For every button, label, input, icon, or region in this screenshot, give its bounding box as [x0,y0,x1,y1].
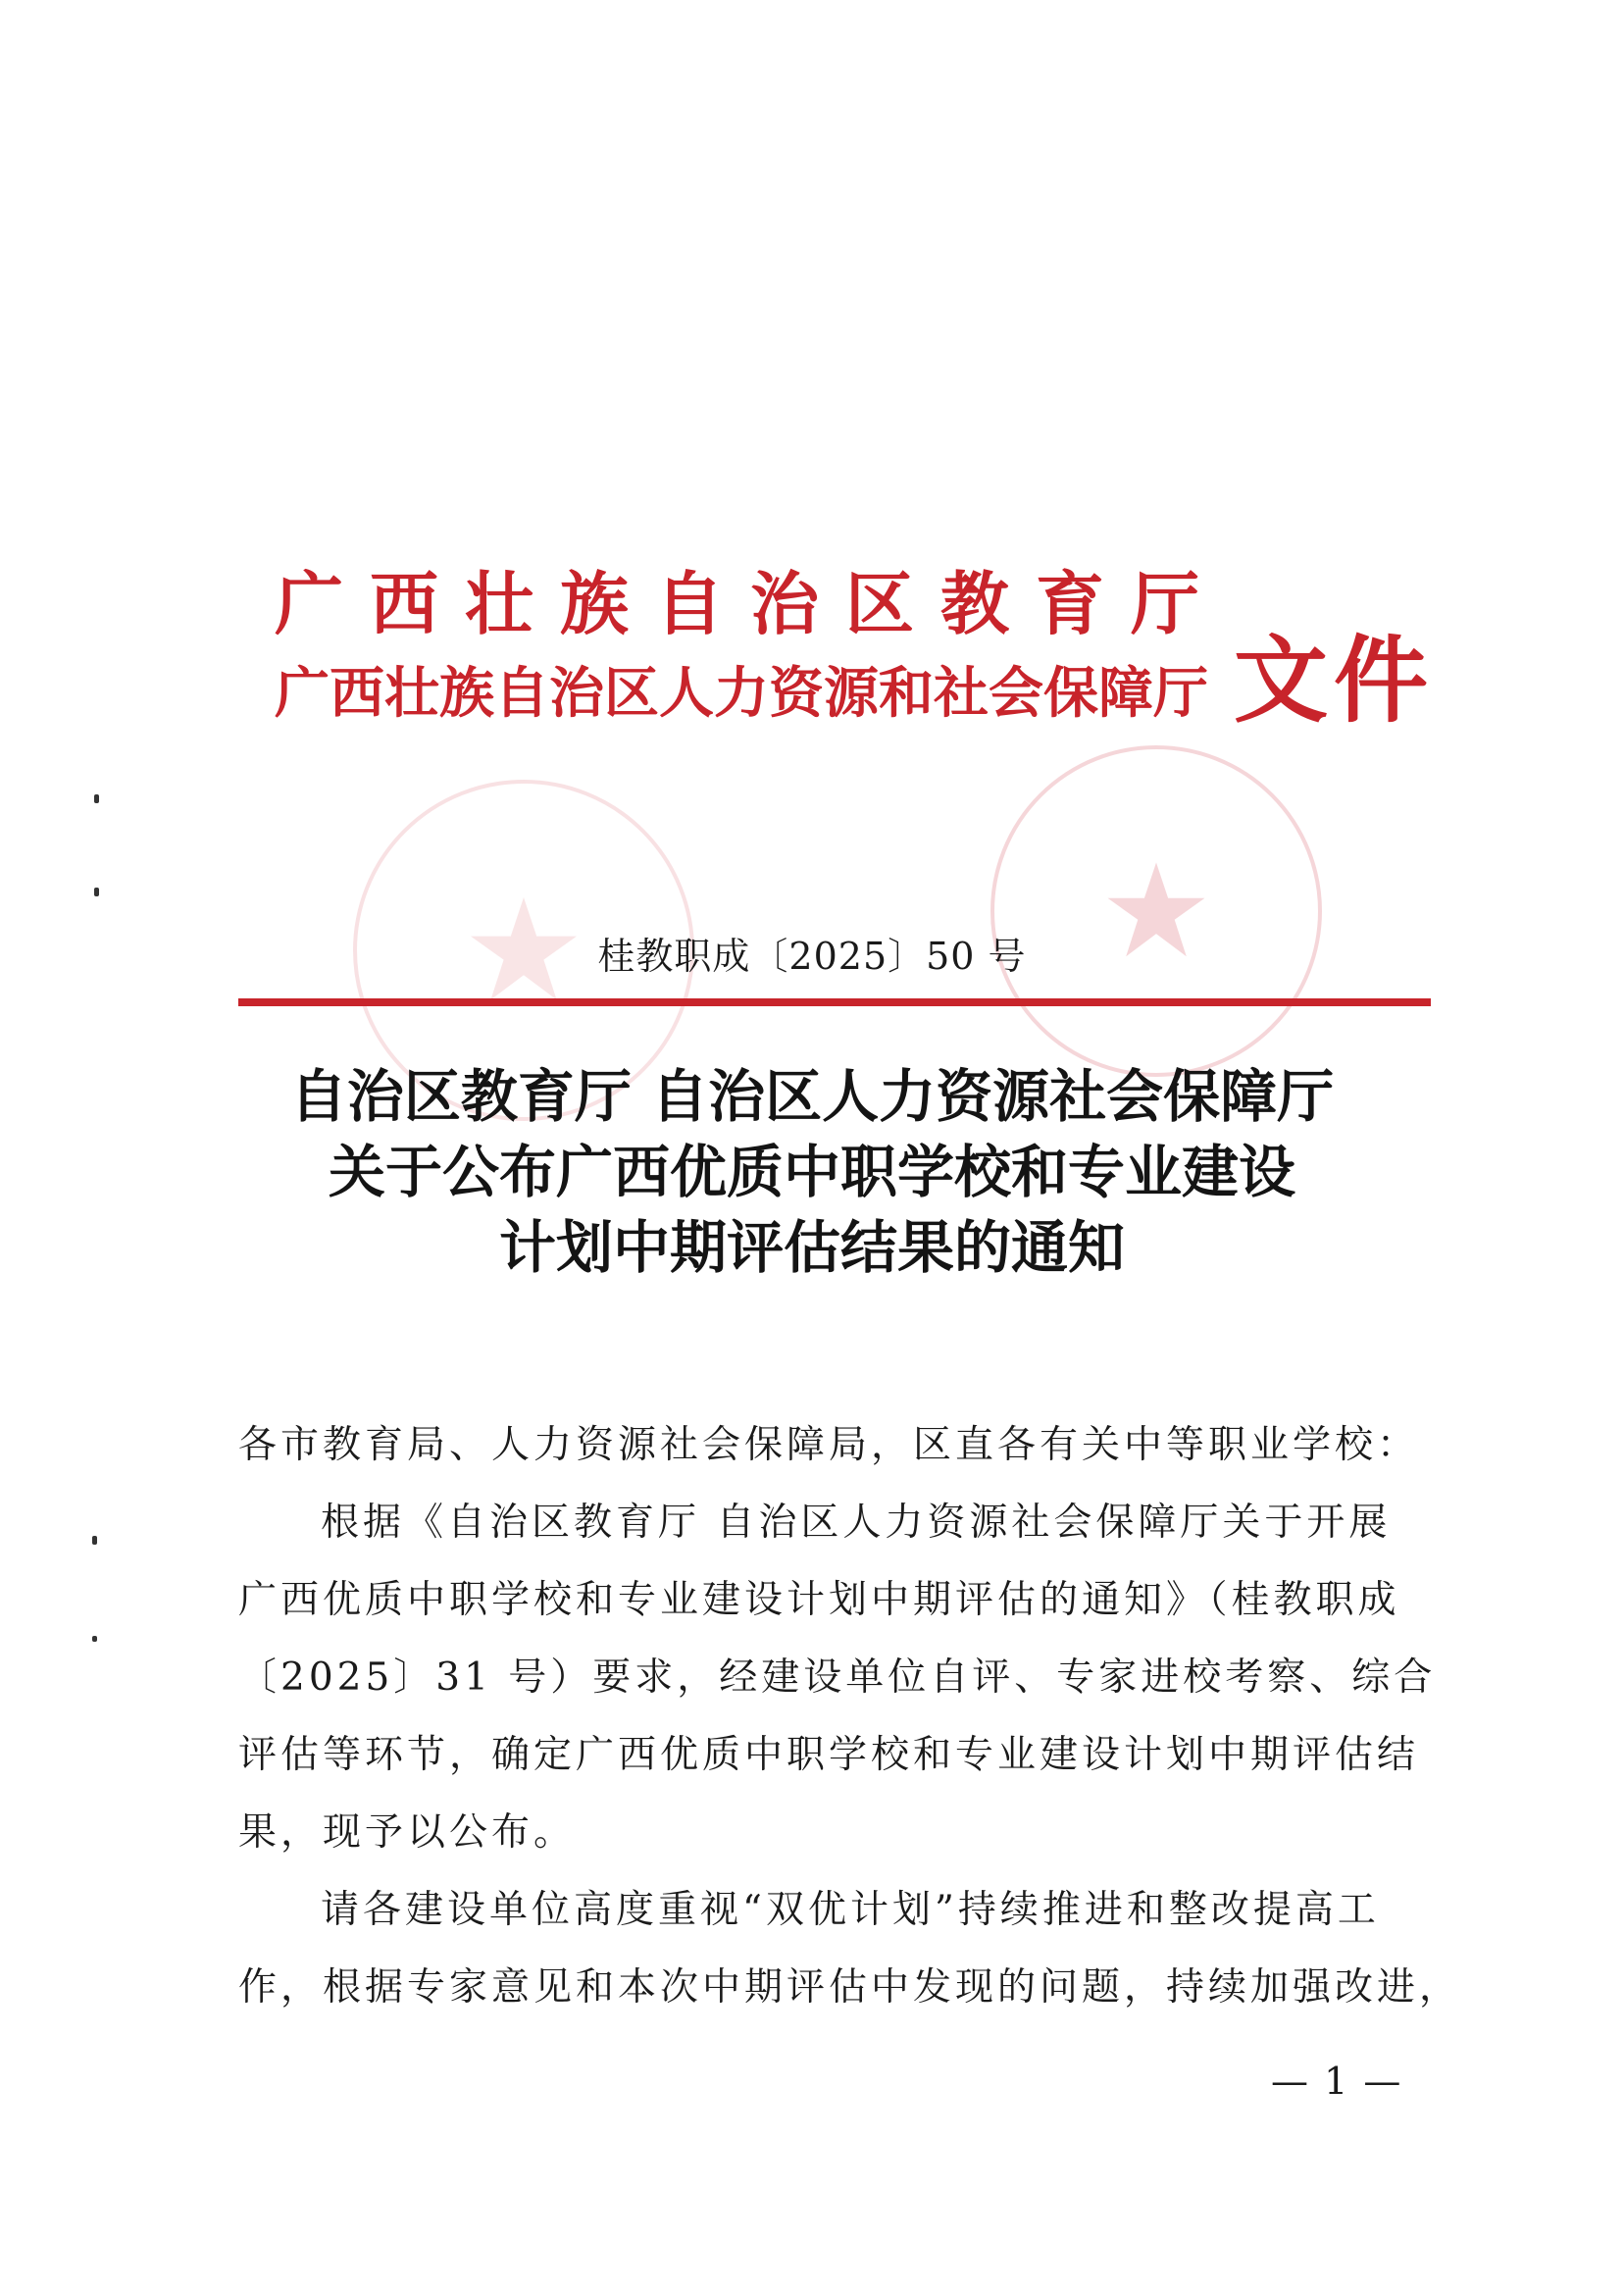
page-number: — 1 — [1271,2060,1403,2103]
body-line: 〔2025〕31 号）要求，经建设单位自评、专家进校考察、综合 [238,1655,1437,1700]
document-type: 文件 [1234,625,1434,736]
body-line: 广西优质中职学校和专业建设计划中期评估的通知》（桂教职成 [238,1578,1400,1622]
issuing-organ-hr: 广西壮族自治区人力资源和社会保障厅 [275,661,1208,726]
scan-mark [94,794,99,803]
title-line: 自治区教育厅 自治区人力资源社会保障厅 [289,1063,1335,1130]
body-line: 作，根据专家意见和本次中期评估中发现的问题，持续加强改进， [238,1965,1462,2010]
scan-mark [92,1636,97,1642]
official-seal-right [990,745,1322,1077]
body-line: 果，现予以公布。 [238,1810,577,1855]
body-line: 根据《自治区教育厅 自治区人力资源社会保障厅关于开展 [321,1501,1392,1545]
title-line: 关于公布广西优质中职学校和专业建设 [328,1139,1295,1205]
document-title [0,1059,1624,1286]
paragraph-2 [238,1871,1462,2026]
body-line: 评估等环节，确定广西优质中职学校和专业建设计划中期评估结 [238,1733,1420,1777]
issuing-organ-education: 广西壮族自治区教育厅 [275,563,1226,644]
document-number: 桂教职成〔2025〕50 号 [597,935,1027,978]
scan-mark [92,1536,97,1545]
red-divider [238,998,1431,1006]
paragraph-1 [238,1484,1435,1871]
body-line: 请各建设单位高度重视“双优计划”持续推进和整改提高工 [321,1888,1380,1932]
title-line: 计划中期评估结果的通知 [498,1214,1125,1281]
issuing-organs [275,559,1236,736]
salutation: 各市教育局、人力资源社会保障局，区直各有关中等职业学校： [238,1423,1420,1467]
document-body [238,1406,1462,2026]
scan-mark [94,888,99,896]
